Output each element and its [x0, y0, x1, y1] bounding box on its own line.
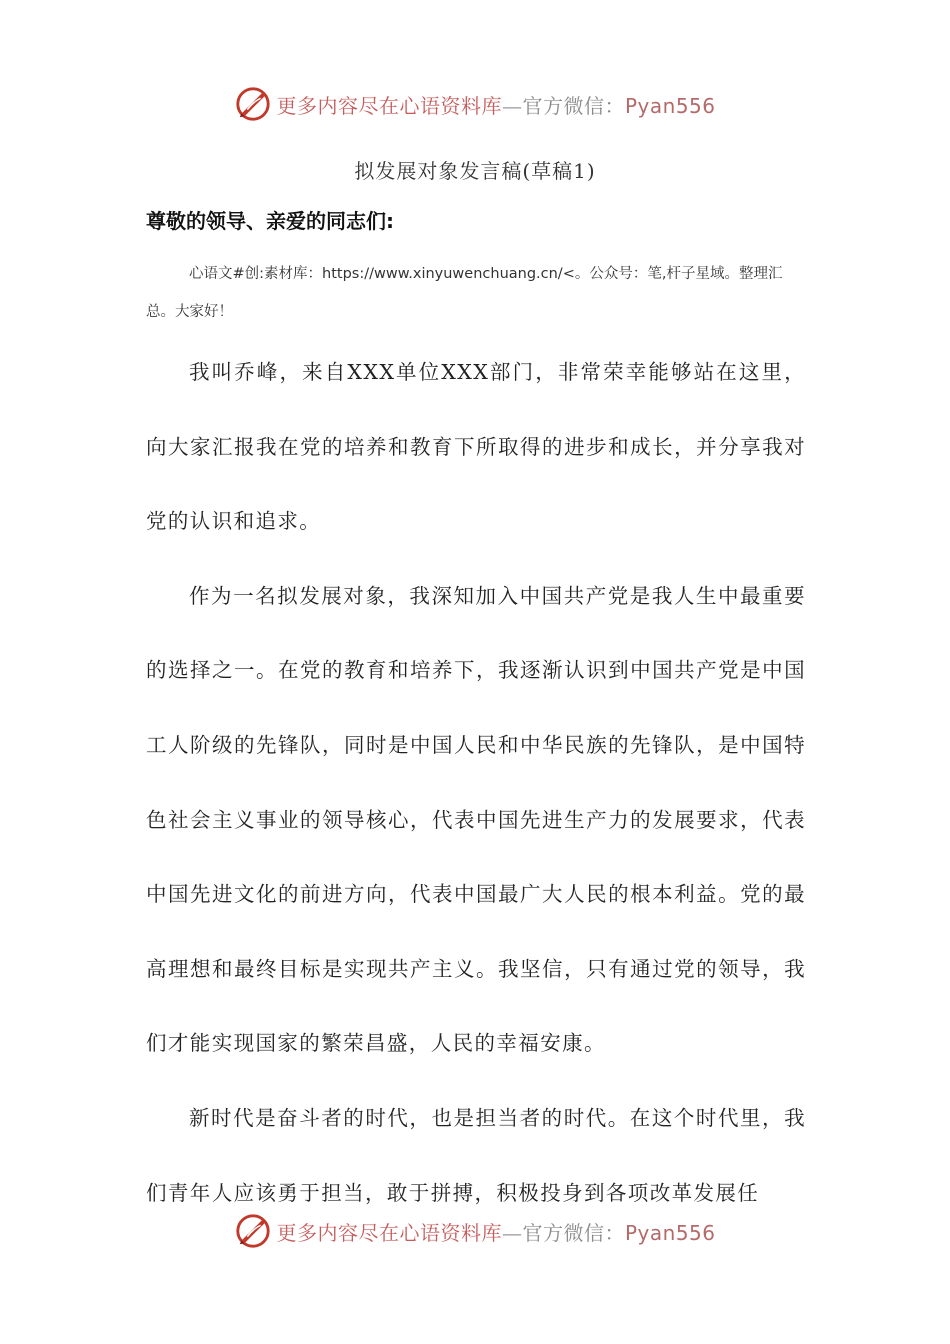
salutation: 尊敬的领导、亲爱的同志们: — [146, 209, 394, 233]
source-note: 心语文#创:素材库：https://www.xinyuwenchuang.cn/<。公众号：笔,杆子星域。整理汇总。大家好！ — [146, 266, 783, 320]
banner-wechat-label: 官方微信： — [522, 1220, 625, 1245]
pen-logo-icon — [234, 85, 272, 123]
banner-site-name: 更多内容尽在心语资料库 — [276, 93, 502, 118]
banner-dash: — — [501, 93, 523, 118]
document-title: 拟发展对象发言稿(草稿1) — [354, 159, 596, 183]
banner-text — [276, 90, 715, 119]
banner-text — [276, 1217, 715, 1246]
pen-logo-icon — [234, 1212, 272, 1250]
banner-wechat-label: 官方微信： — [522, 93, 625, 118]
banner-dash: — — [501, 1220, 523, 1245]
paragraph-3: 新时代是奋斗者的时代，也是担当者的时代。在这个时代里，我们青年人应该勇于担当，敢于拼搏，积极投身到各项改革发展任 — [146, 1105, 806, 1205]
document-body — [146, 335, 806, 1230]
paragraph-2: 作为一名拟发展对象，我深知加入中国共产党是我人生中最重要的选择之一。在党的教育和培养下，我逐渐认识到中国共产党是中国工人阶级的先锋队，同时是中国人民和中华民族的先锋队，是中国特色社会主义事业的领导核心，代表中国先进生产力的发展要求，代表中国先进文化的前进方向，代表中国最广大人民的根本利益。党的最高理想和最终目标是实现共产主义。我坚信，只有通过党的领导，我们才能实现国家的繁荣昌盛，人民的幸福安康。 — [146, 583, 806, 1056]
footer-banner — [0, 1209, 950, 1253]
banner-wechat-id: Pyan556 — [624, 1220, 716, 1245]
header-banner — [0, 82, 950, 126]
banner-wechat-id: Pyan556 — [624, 93, 716, 118]
banner-site-name: 更多内容尽在心语资料库 — [276, 1220, 502, 1245]
paragraph-1: 我叫乔峰，来自XXX单位XXX部门，非常荣幸能够站在这里，向大家汇报我在党的培养和教育下所取得的进步和成长，并分享我对党的认识和追求。 — [146, 360, 806, 534]
